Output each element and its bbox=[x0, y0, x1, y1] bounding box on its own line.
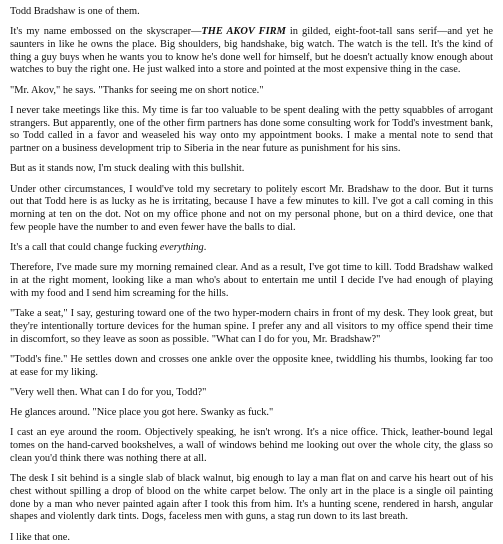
paragraph-13: I cast an eye around the room. Objectively speaking, he isn't wrong. It's a nice office. Thick, leather-bound legal tomes on the hand-carved bookshelves, a wall of windows behind me looking out over the whole city, the glass so clean you'd think there was nothing there at all. bbox=[10, 427, 493, 464]
paragraph-8: Therefore, I've made sure my morning remained clear. And as a result, I've got time to kill. Todd Bradshaw walked in at the right moment, looking like a man who's about to entertain me until I decide I've had enough of playing with my food and I send him screaming for the hills. bbox=[10, 262, 493, 299]
paragraph-7 bbox=[10, 242, 493, 255]
paragraph-4: I never take meetings like this. My time is far too valuable to be spent dealing with the petty squabbles of arrogant strangers. But apparently, one of the other firm partners has done some consulting work for Todd's investment bank, so Todd called in a favor and weaseled his way onto my appointment books. I make a mental note to send that partner on a business development trip to Siberia in the near future as punishment for his sins. bbox=[10, 105, 493, 155]
paragraph-10: "Todd's fine." He settles down and crosses one ankle over the opposite knee, twiddling his thumbs, looking far too at ease for my liking. bbox=[10, 353, 493, 378]
paragraph-7-start: It's a call that could change fucking bbox=[10, 242, 160, 254]
paragraph-11: "Very well then. What can I do for you, Todd?" bbox=[10, 386, 207, 398]
paragraph-2-end: in gilded, eight-foot-tall sans serif—and yet he saunters in like he owns the place. Big shoulders, big handshake, big watch. The watch is the tell. It's the kind of thing a guy buys when he wants you to know he's done well for himself, but he doesn't actually know enough about watches to buy the right one. He just walked into a store and pointed at the most expensive thing in the case. bbox=[10, 26, 493, 76]
paragraph-9: "Take a seat," I say, gesturing toward one of the two hyper-modern chairs in front of my desk. They look great, but they're intentionally torture devices for the human spine. I prefer any and all visitors to my office spend their time in discomfort, so they leave as soon as possible. "What can I do for you, Mr. Bradshaw?" bbox=[10, 308, 493, 345]
paragraph-14: The desk I sit behind is a single slab of black walnut, big enough to lay a man flat on and carve his heart out of his chest without spilling a drop of blood on the white carpet below. The only art in the place is a single oil painting done by a man who never painted again after I took this from him. It's a hunting scene, rendered in harsh, angular shapes and violently dark tints. Dogs, faceless men with guns, a stag run down to its last breath. bbox=[10, 473, 493, 523]
everything-emphasis: everything bbox=[159, 242, 204, 254]
paragraph-3: "Mr. Akov," he says. "Thanks for seeing me on short notice." bbox=[10, 84, 264, 96]
paragraph-12: He glances around. "Nice place you got here. Swanky as fuck." bbox=[10, 407, 274, 419]
firm-name-emphasis: THE AKOV FIRM bbox=[201, 26, 286, 38]
paragraph-2 bbox=[10, 26, 493, 77]
paragraph-15: I like that one. bbox=[10, 531, 71, 543]
paragraph-2-start: It's my name embossed on the skyscraper— bbox=[10, 26, 202, 38]
paragraph-6: Under other circumstances, I would've told my secretary to politely escort Mr. Bradshaw to the door. But it turns out that Todd here is as lucky as he is irritating, because I have a few minutes to kill. I've got a call coming in this morning at ten on the dot. Not on my office phone and not on my personal phone, but on a third device, one that few people have the number to and even fewer have the balls to dial. bbox=[10, 183, 493, 233]
paragraph-1: Todd Bradshaw is one of them. bbox=[10, 6, 140, 17]
paragraph-5: But as it stands now, I'm stuck dealing with this bullshit. bbox=[10, 163, 245, 175]
paragraph-7-end: . bbox=[203, 242, 207, 254]
